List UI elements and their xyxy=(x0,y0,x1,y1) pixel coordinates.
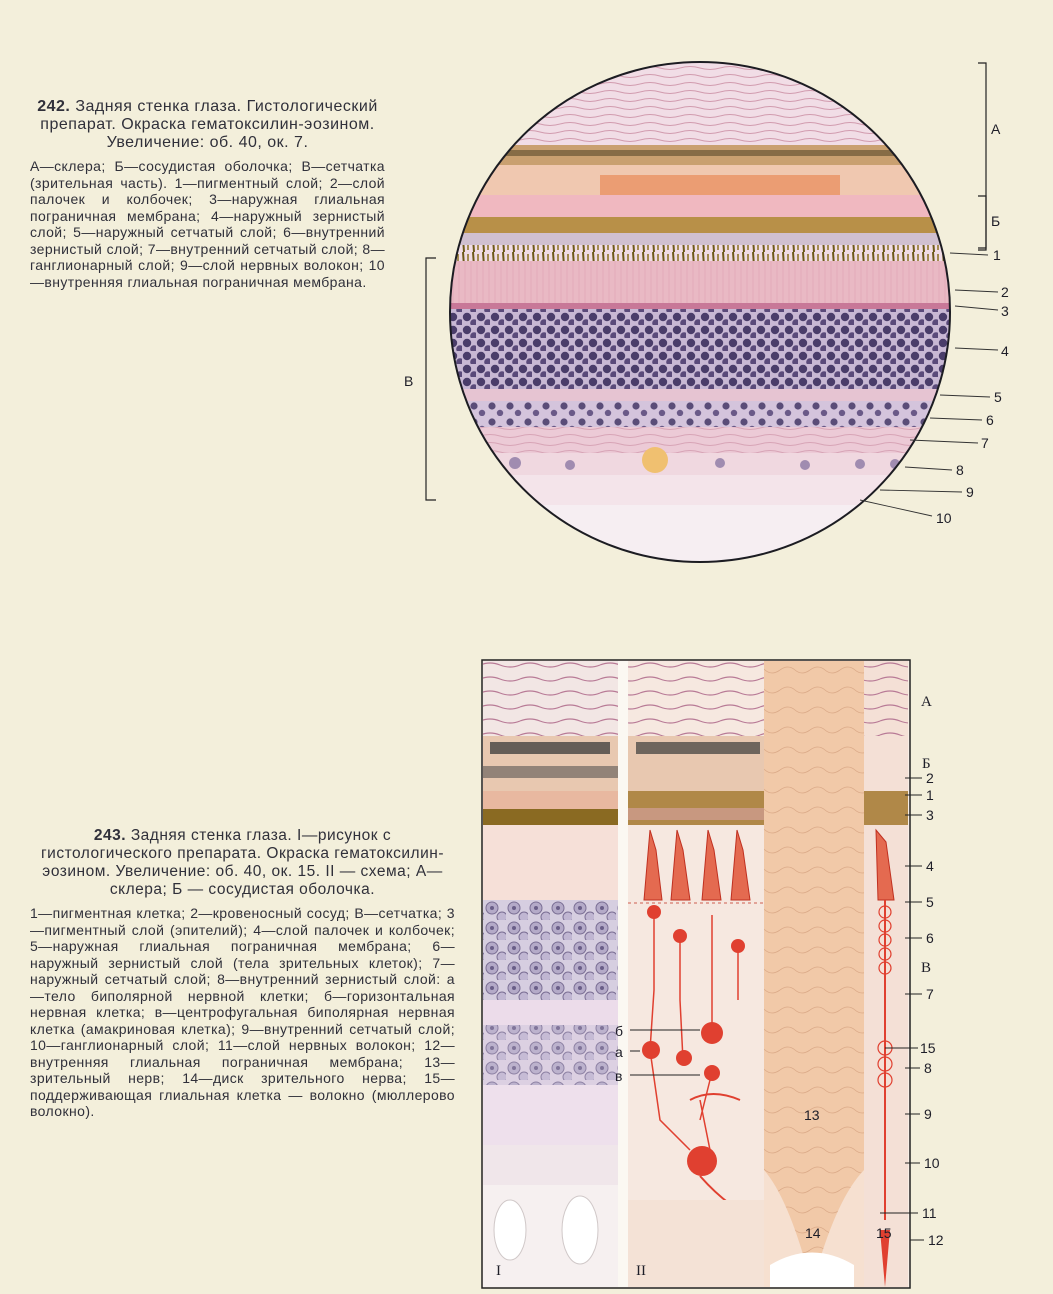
label-11: 11 xyxy=(922,1205,937,1221)
figure-242-title-text: Задняя стенка глаза. Гистологический препарат. Окраска гематоксилин-эозином. Увеличение: об. 40, ок. 7. xyxy=(40,98,378,151)
label-panel-2: II xyxy=(636,1263,646,1279)
label-choroid-b: Б xyxy=(922,756,931,772)
label-6: 6 xyxy=(926,930,934,946)
figure-243-drawing xyxy=(0,600,1053,1294)
bracket-a xyxy=(978,63,986,250)
label-sclera-a: А xyxy=(921,694,932,710)
bracket-v xyxy=(426,258,436,500)
panel-2-scheme xyxy=(628,661,768,1287)
figure-242-micrograph xyxy=(0,0,1053,600)
label-2: 2 xyxy=(926,770,934,786)
panel-muller-fibre xyxy=(864,661,908,1287)
label-layer-10: 10 xyxy=(936,510,952,526)
right-labels xyxy=(920,694,944,1248)
label-10: 10 xyxy=(924,1155,940,1171)
label-layer-1: 1 xyxy=(993,247,1001,263)
label-cell-v: в xyxy=(615,1068,623,1084)
label-panel-1: I xyxy=(496,1263,501,1279)
label-layer-9: 9 xyxy=(966,484,974,500)
label-layer-6: 6 xyxy=(986,412,994,428)
label-4: 4 xyxy=(926,858,934,874)
micrograph-layers xyxy=(440,55,960,575)
label-1: 1 xyxy=(926,787,934,803)
label-5: 5 xyxy=(926,894,934,910)
label-region-v: В xyxy=(404,373,414,389)
label-cell-b: б xyxy=(615,1023,624,1039)
label-layer-5: 5 xyxy=(994,389,1002,405)
label-optic-disc-14: 14 xyxy=(805,1225,821,1241)
label-3: 3 xyxy=(926,807,934,823)
label-layer-2: 2 xyxy=(1001,284,1009,300)
panel-1-histology xyxy=(483,661,623,1287)
label-7: 7 xyxy=(926,986,934,1002)
label-layer-7: 7 xyxy=(981,435,989,451)
figure-243-title-text: Задняя стенка глаза. I—рисунок с гистологического препарата. Окраска гематоксилин-эозином. Увеличение: об. 40, ок. 15. II — схема; А—склера; Б — сосудистая оболочка. xyxy=(41,827,444,898)
figure-243-number: 243. xyxy=(93,827,126,844)
figure-242-number: 242. xyxy=(37,98,71,115)
label-retina-v: В xyxy=(921,960,932,976)
label-region-b: Б xyxy=(991,213,1001,229)
bracket-b xyxy=(978,196,986,248)
label-8: 8 xyxy=(924,1060,932,1076)
label-region-a: А xyxy=(991,121,1001,137)
label-muller-15: 15 xyxy=(876,1225,892,1241)
label-layer-4: 4 xyxy=(1001,343,1009,359)
label-cell-a: а xyxy=(615,1044,623,1060)
label-15: 15 xyxy=(920,1040,936,1056)
label-layer-8: 8 xyxy=(956,462,964,478)
label-optic-nerve-13: 13 xyxy=(804,1107,820,1123)
label-layer-3: 3 xyxy=(1001,303,1009,319)
label-9: 9 xyxy=(924,1106,932,1122)
panel-optic-nerve xyxy=(764,661,864,1287)
label-12: 12 xyxy=(928,1232,944,1248)
figure-242-legend: А—склера; Б—сосудистая оболочка; В—сетчатка (зрительная часть). 1—пигментный слой; 2—слой палочек и колбочек; 3—наружная глиальная пограничная мембрана; 4—наружный зернистый слой; 5—наружный сетчатый слой; 6—внутренний зернистый слой; 7—внутренний сетчатый слой; 8—ганглионарный слой; 9—слой нервных волокон; 10—внутренняя глиальная пограничная мембрана. xyxy=(30,158,385,290)
figure-243-legend: 1—пигментная клетка; 2—кровеносный сосуд; В—сетчатка; 3—пигментный слой (эпителий); 4—слой палочек и колбочек; 5—наружная глиальная пограничная мембрана; 6—наружный зернистый слой (тела зрительных клеток); 7—наружный сетчатый слой; 8—внутренний зернистый слой: а—тело биполярной нервной клетки; б—горизонтальная нервная клетка; в—центрофугальная биполярная нервная клетка (амакриновая клетка); 9—внутренний сетчатый слой; 10—ганглионарный слой; 11—слой нервных волокон; 12—внутренняя глиальная пограничная мембрана; 13—зрительный нерв; 14—диск зрительного нерва; 15—поддерживающая глиальная клетка — волокно (мюллерово волокно). xyxy=(30,905,455,1119)
